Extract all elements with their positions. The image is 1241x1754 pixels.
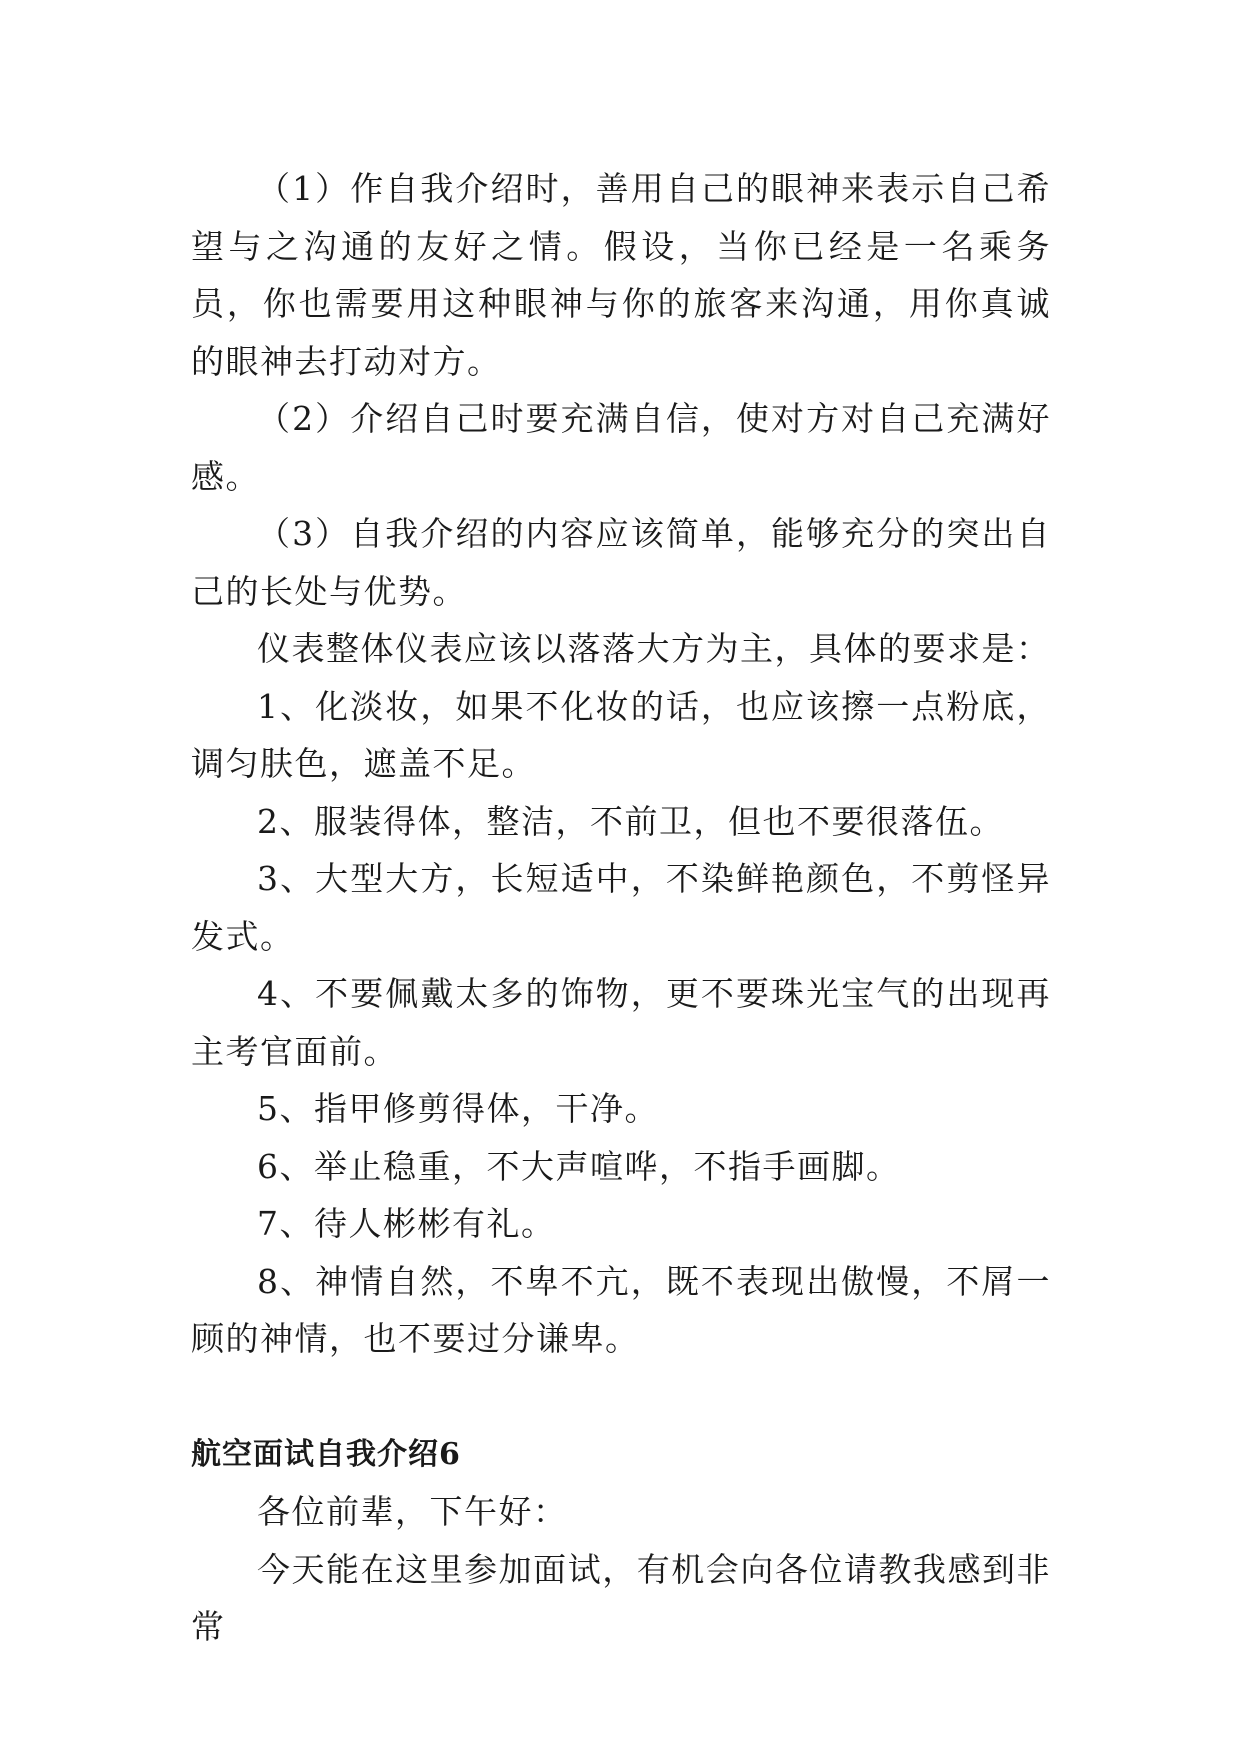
paragraph-5: 1、化淡妆，如果不化妆的话，也应该擦一点粉底，调匀肤色，遮盖不足。 (191, 686, 1051, 783)
section-heading: 航空面试自我介绍6 (191, 1436, 461, 1472)
paragraph-intro: 今天能在这里参加面试，有机会向各位请教我感到非常 (191, 1549, 1051, 1646)
paragraph-4: 仪表整体仪表应该以落落大方为主，具体的要求是： (257, 629, 1051, 668)
paragraph-1: （1）作自我介绍时，善用自己的眼神来表示自己希望与之沟通的友好之情。假设，当你已经是一名乘务员，你也需要用这种眼神与你的旅客来沟通，用你真诚的眼神去打动对方。 (191, 169, 1051, 381)
paragraph-7: 3、大型大方，长短适中，不染鲜艳颜色，不剪怪异发式。 (191, 859, 1051, 956)
paragraph-11: 7、待人彬彬有礼。 (257, 1204, 556, 1243)
paragraph-6: 2、服装得体，整洁，不前卫，但也不要很落伍。 (257, 801, 1004, 841)
paragraph-2: （2）介绍自己时要充满自信，使对方对自己充满好感。 (191, 399, 1051, 496)
section-spacer (191, 1368, 1051, 1426)
paragraph-10: 6、举止稳重，不大声喧哗，不指手画脚。 (257, 1146, 901, 1186)
paragraph-3: （3）自我介绍的内容应该简单，能够充分的突出自己的长处与优势。 (191, 514, 1051, 611)
paragraph-greeting: 各位前辈，下午好： (257, 1492, 568, 1531)
paragraph-12: 8、神情自然，不卑不亢，既不表现出傲慢，不屑一顾的神情，也不要过分谦卑。 (191, 1261, 1051, 1358)
paragraph-8: 4、不要佩戴太多的饰物，更不要珠光宝气的出现再主考官面前。 (191, 974, 1051, 1071)
paragraph-9: 5、指甲修剪得体，干净。 (257, 1089, 659, 1128)
document-body (191, 160, 1051, 1656)
